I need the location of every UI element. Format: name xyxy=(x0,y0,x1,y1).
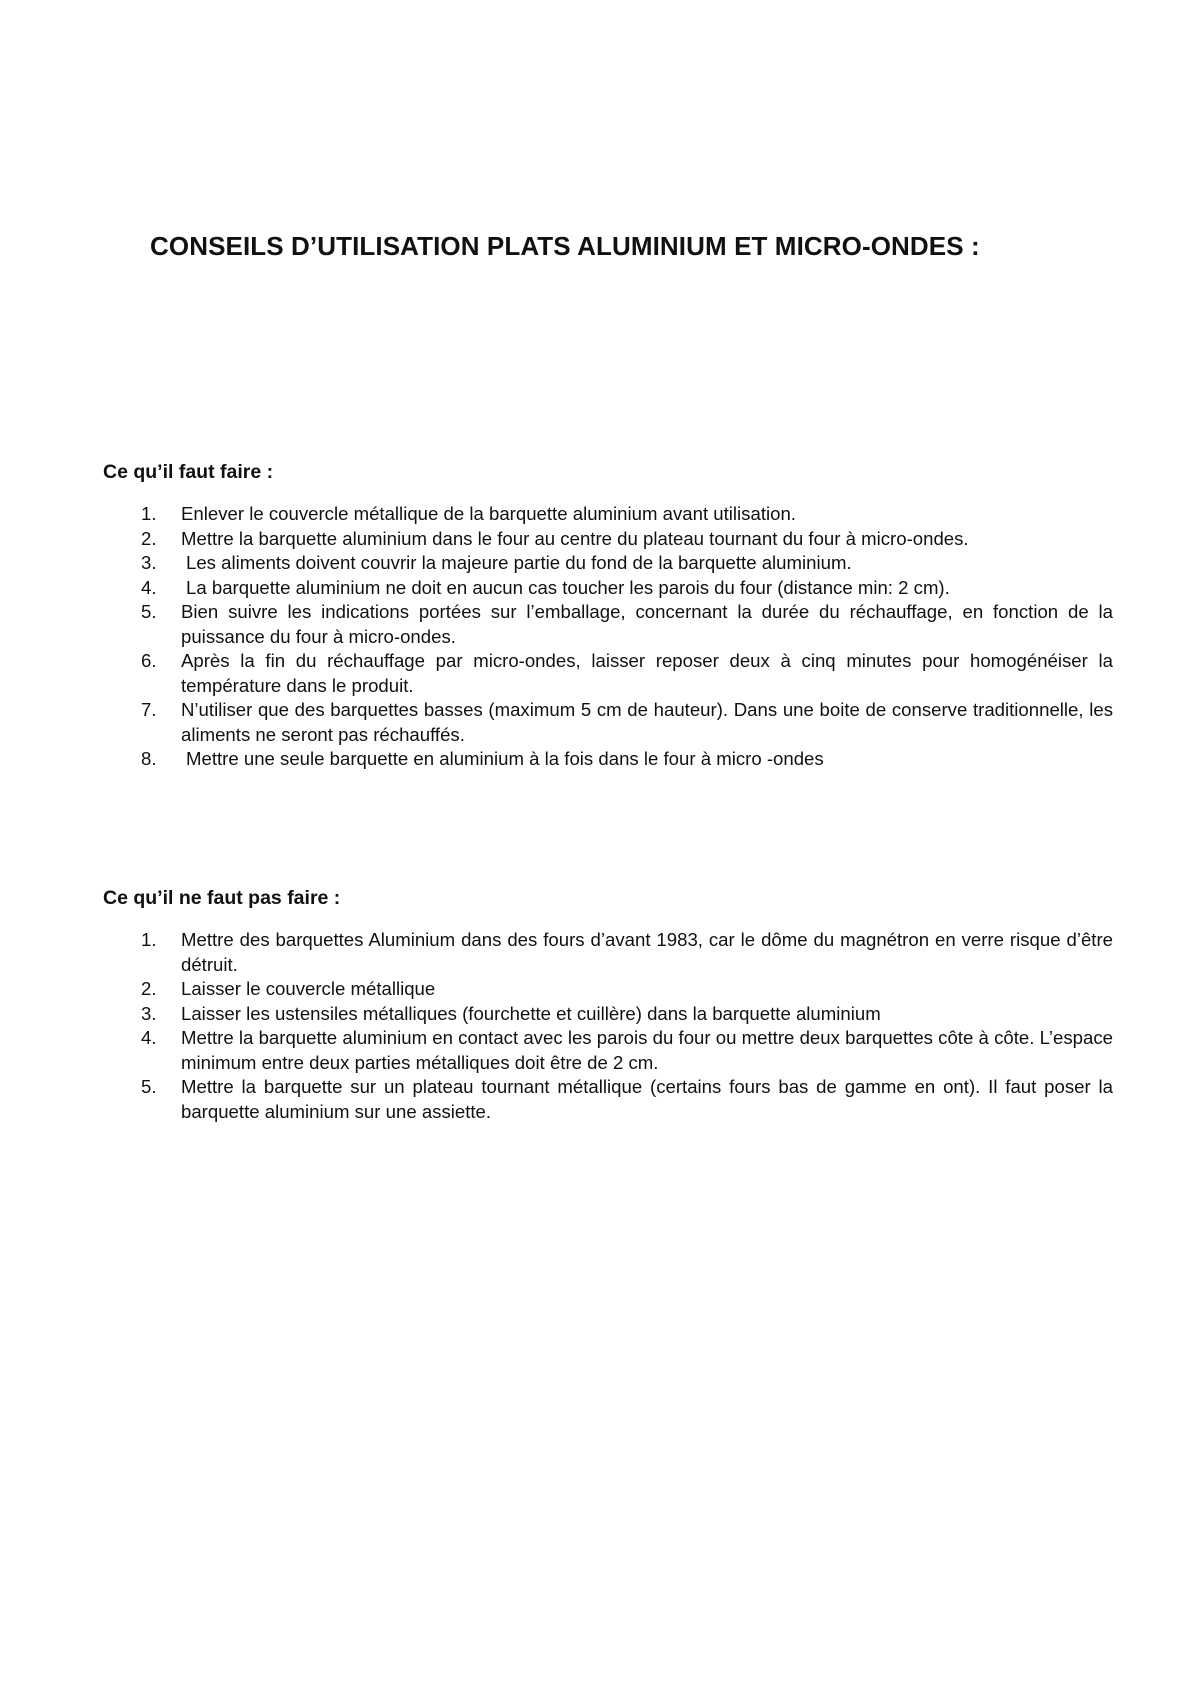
dont-section xyxy=(103,886,1113,1124)
item-number: 7. xyxy=(141,699,157,720)
page-title: CONSEILS D’UTILISATION PLATS ALUMINIUM ET MICRO-ONDES : xyxy=(150,231,980,261)
item-text: Mettre des barquettes Aluminium dans des fours d’avant 1983, car le dôme du magnétron en verre risque d’être détruit. xyxy=(181,929,1113,975)
list-item xyxy=(103,928,1113,977)
list-item xyxy=(103,600,1113,649)
item-text: Après la fin du réchauffage par micro-ondes, laisser reposer deux à cinq minutes pour homogénéiser la température dans le produit. xyxy=(181,650,1113,696)
item-text: La barquette aluminium ne doit en aucun cas toucher les parois du four (distance min: 2 cm). xyxy=(186,576,950,598)
item-number: 3. xyxy=(141,552,157,573)
item-text: Laisser les ustensiles métalliques (fourchette et cuillère) dans la barquette aluminium xyxy=(181,1002,881,1024)
item-number: 2. xyxy=(141,978,157,999)
item-text: Bien suivre les indications portées sur l’emballage, concernant la durée du réchauffage, en fonction de la puissance du four à micro-ondes. xyxy=(181,601,1113,647)
dont-section-heading: Ce qu’il ne faut pas faire : xyxy=(103,887,341,909)
dont-list xyxy=(103,928,1113,1124)
do-section-heading: Ce qu’il faut faire : xyxy=(103,461,274,483)
item-number: 5. xyxy=(141,601,157,622)
list-item xyxy=(103,649,1113,698)
item-text: Enlever le couvercle métallique de la barquette aluminium avant utilisation. xyxy=(181,503,796,524)
do-section xyxy=(103,460,1113,772)
list-item xyxy=(103,1026,1113,1075)
list-item xyxy=(103,1002,1113,1027)
list-item xyxy=(103,1075,1113,1124)
list-item xyxy=(103,551,1113,576)
list-item xyxy=(103,576,1113,601)
list-item xyxy=(103,502,1113,527)
item-text: Les aliments doivent couvrir la majeure partie du fond de la barquette aluminium. xyxy=(186,552,852,573)
item-text: Mettre la barquette aluminium dans le four au centre du plateau tournant du four à micro-ondes. xyxy=(181,527,969,549)
item-number: 4. xyxy=(141,576,157,598)
item-text: Laisser le couvercle métallique xyxy=(181,978,436,999)
do-list xyxy=(103,502,1113,772)
list-item xyxy=(103,747,1113,772)
item-number: 1. xyxy=(141,929,157,950)
item-number: 4. xyxy=(141,1027,157,1048)
item-text: Mettre la barquette aluminium en contact avec les parois du four ou mettre deux barquettes côte à côte. L’espace minimum entre deux parties métalliques doit être de 2 cm. xyxy=(181,1027,1113,1073)
list-item xyxy=(103,527,1113,552)
item-number: 1. xyxy=(141,503,157,524)
item-text: Mettre la barquette sur un plateau tournant métallique (certains fours bas de gamme en ont). Il faut poser la barquette aluminium sur une assiette. xyxy=(181,1076,1113,1122)
item-number: 8. xyxy=(141,748,157,769)
item-text: N’utiliser que des barquettes basses (maximum 5 cm de hauteur). Dans une boite de conserve traditionnelle, les aliments ne seront pas réchauffés. xyxy=(181,699,1113,745)
list-item xyxy=(103,977,1113,1002)
list-item xyxy=(103,698,1113,747)
item-number: 5. xyxy=(141,1076,157,1097)
item-text: Mettre une seule barquette en aluminium à la fois dans le four à micro -ondes xyxy=(186,748,824,769)
item-number: 2. xyxy=(141,527,157,549)
item-number: 6. xyxy=(141,650,157,671)
item-number: 3. xyxy=(141,1002,157,1024)
